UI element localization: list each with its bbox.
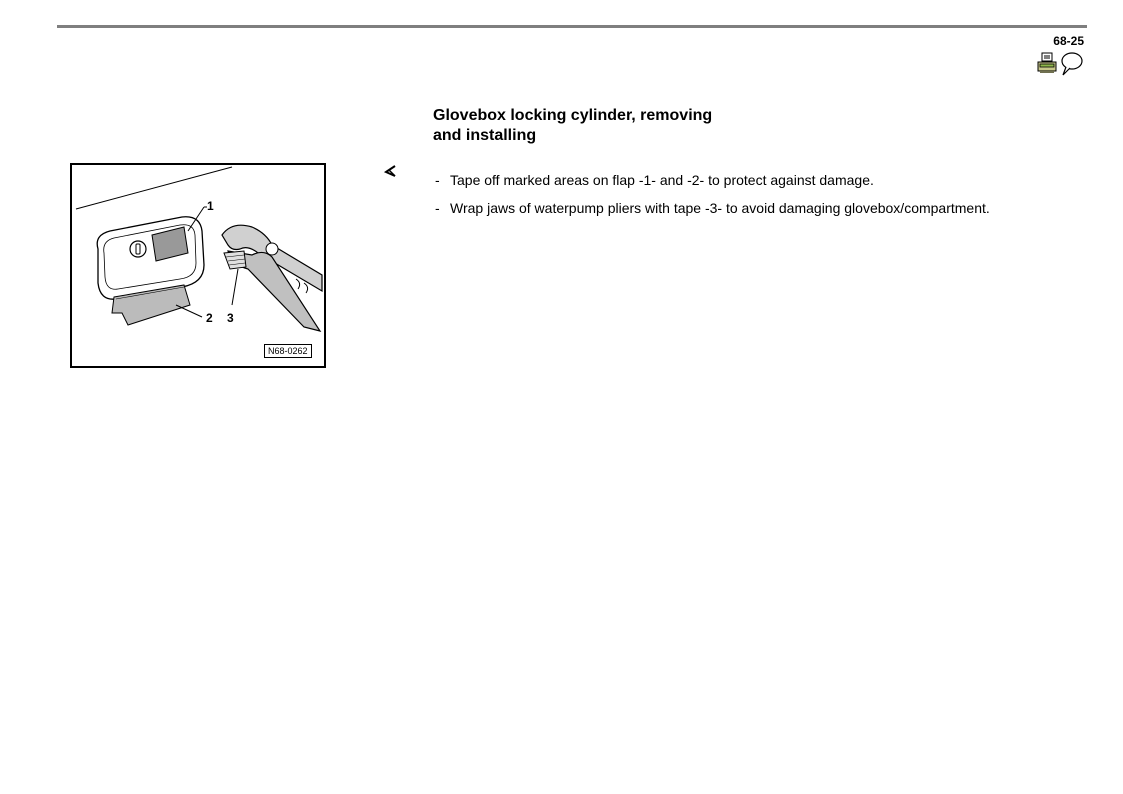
step-bullet: - xyxy=(435,172,440,188)
figure-code: N68-0262 xyxy=(264,344,312,358)
step-list xyxy=(433,170,1093,226)
step-text: Wrap jaws of waterpump pliers with tape -3- to avoid damaging glovebox/compartment. xyxy=(450,200,990,216)
printer-icon[interactable] xyxy=(1036,51,1058,80)
figure-illustration xyxy=(72,165,324,366)
step-bullet: - xyxy=(435,200,440,216)
arrow-left-icon[interactable] xyxy=(383,163,399,179)
section-title-line-2: and installing xyxy=(433,127,537,144)
figure-glovebox-lock xyxy=(70,163,326,368)
figure-label-1: 1 xyxy=(207,199,214,213)
section-title-line-1: Glovebox locking cylinder, removing xyxy=(433,107,713,124)
figure-label-3: 3 xyxy=(227,311,234,325)
step-text: Tape off marked areas on flap -1- and -2- to protect against damage. xyxy=(450,172,874,188)
step-item xyxy=(433,170,1093,198)
page-toolbar xyxy=(1036,51,1086,77)
speech-bubble-icon[interactable] xyxy=(1058,51,1084,82)
step-item xyxy=(433,198,1093,226)
figure-label-2: 2 xyxy=(206,311,213,325)
section-title xyxy=(433,106,833,146)
page-number: 68-25 xyxy=(1053,34,1084,48)
top-rule xyxy=(57,25,1087,28)
